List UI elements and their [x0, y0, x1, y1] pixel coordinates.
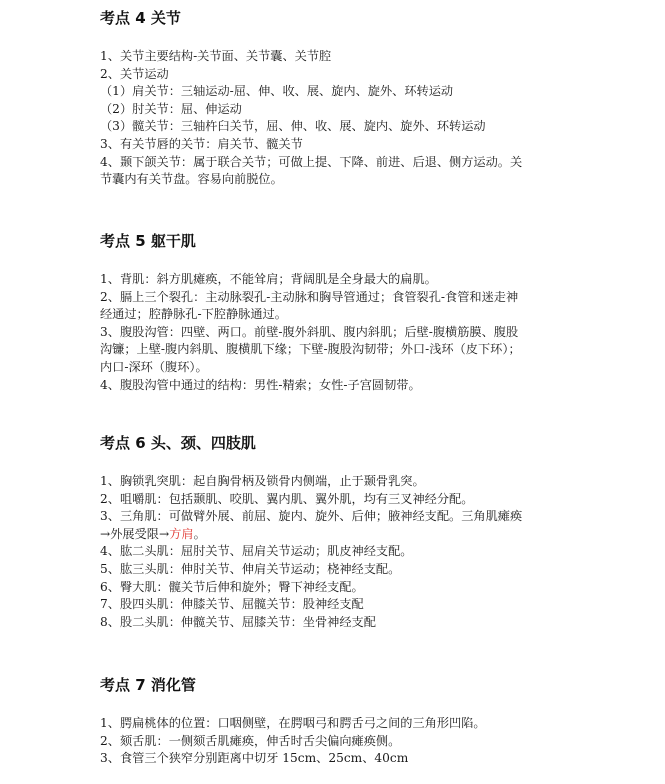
- list-item: 3、食管三个狭窄分别距离中切牙 15cm、25cm、40cm: [100, 751, 409, 766]
- section-head-neck-limb-muscles: [100, 433, 570, 631]
- section-trunk-muscles: [100, 231, 570, 394]
- list-item: （3）髋关节：三轴杵臼关节，屈、伸、收、展、旋内、旋外、环转运动: [100, 119, 486, 134]
- line-suffix: 。: [193, 526, 206, 541]
- section-body: [100, 48, 570, 189]
- list-item: 1、关节主要结构-关节面、关节囊、关节腔: [100, 49, 332, 63]
- section-body: [100, 473, 570, 631]
- list-item: （2）肘关节：屈、伸运动: [100, 101, 242, 116]
- list-item: 节囊内有关节盘。容易向前脱位。: [100, 172, 283, 187]
- list-item: 沟镰；上壁-腹内斜肌、腹横肌下缘；下壁-腹股沟韧带；外口-浅环（皮下环）；: [100, 342, 521, 357]
- list-item: 7、股四头肌：伸膝关节、屈髋关节：股神经支配: [100, 597, 364, 612]
- highlighted-term: 方肩: [169, 526, 194, 541]
- list-item: 3、有关节唇的关节：肩关节、髋关节: [100, 136, 303, 151]
- list-item: 2、关节运动: [100, 66, 169, 81]
- list-item: 4、肱二头肌：屈肘关节、屈肩关节运动；肌皮神经支配。: [100, 544, 413, 559]
- list-item: 2、咀嚼肌：包括颞肌、咬肌、翼内肌、翼外肌，均有三叉神经分配。: [100, 491, 474, 506]
- section-joints: [100, 8, 570, 189]
- list-item: 8、股二头肌：伸髋关节、屈膝关节：坐骨神经支配: [100, 614, 376, 629]
- list-item: 1、背肌：斜方肌瘫痪，不能耸肩；背阔肌是全身最大的扁肌。: [100, 272, 437, 286]
- list-item: （1）肩关节：三轴运动-屈、伸、收、展、旋内、旋外、环转运动: [100, 84, 454, 99]
- section-body: [100, 271, 570, 394]
- list-item: 经通过；腔静脉孔-下腔静脉通过。: [100, 307, 287, 322]
- list-item: 1、腭扁桃体的位置：口咽侧壁，在腭咽弓和腭舌弓之间的三角形凹陷。: [100, 716, 486, 730]
- section-heading: 考点 4 关节: [100, 9, 181, 27]
- section-heading: 考点 5 躯干肌: [100, 232, 196, 250]
- list-item: 内口-深环（腹环）。: [100, 359, 208, 374]
- list-item: 4、腹股沟管中通过的结构：男性-精索；女性-子宫圆韧带。: [100, 377, 421, 392]
- list-item: 4、颞下颌关节：属于联合关节；可做上提、下降、前进、后退、侧方运动。关: [100, 154, 523, 169]
- line-prefix: →外展受限→: [100, 526, 170, 541]
- list-item: 6、臀大肌：髋关节后伸和旋外；臀下神经支配。: [100, 579, 364, 594]
- list-item: 3、三角肌：可做臂外展、前屈、旋内、旋外、后伸；腋神经支配。三角肌瘫痪: [100, 509, 523, 524]
- list-item: 3、腹股沟管：四壁、两口。前壁-腹外斜肌、腹内斜肌；后壁-腹横筋膜、腹股: [100, 324, 519, 339]
- section-heading: 考点 6 头、颈、四肢肌: [100, 434, 256, 452]
- list-item: 5、肱三头肌：伸肘关节、伸肩关节运动；桡神经支配。: [100, 561, 401, 576]
- section-heading: 考点 7 消化管: [100, 676, 196, 694]
- list-item: 1、胸锁乳突肌：起自胸骨柄及锁骨内侧端，止于颞骨乳突。: [100, 474, 425, 488]
- section-body: [100, 715, 570, 768]
- section-digestive-tract: [100, 675, 570, 768]
- list-item: 2、膈上三个裂孔：主动脉裂孔-主动脉和胸导管通过；食管裂孔-食管和迷走神: [100, 289, 519, 304]
- list-item: 2、颏舌肌：一侧颏舌肌瘫痪，伸舌时舌尖偏向瘫痪侧。: [100, 733, 401, 748]
- list-item-continuation: [100, 526, 570, 544]
